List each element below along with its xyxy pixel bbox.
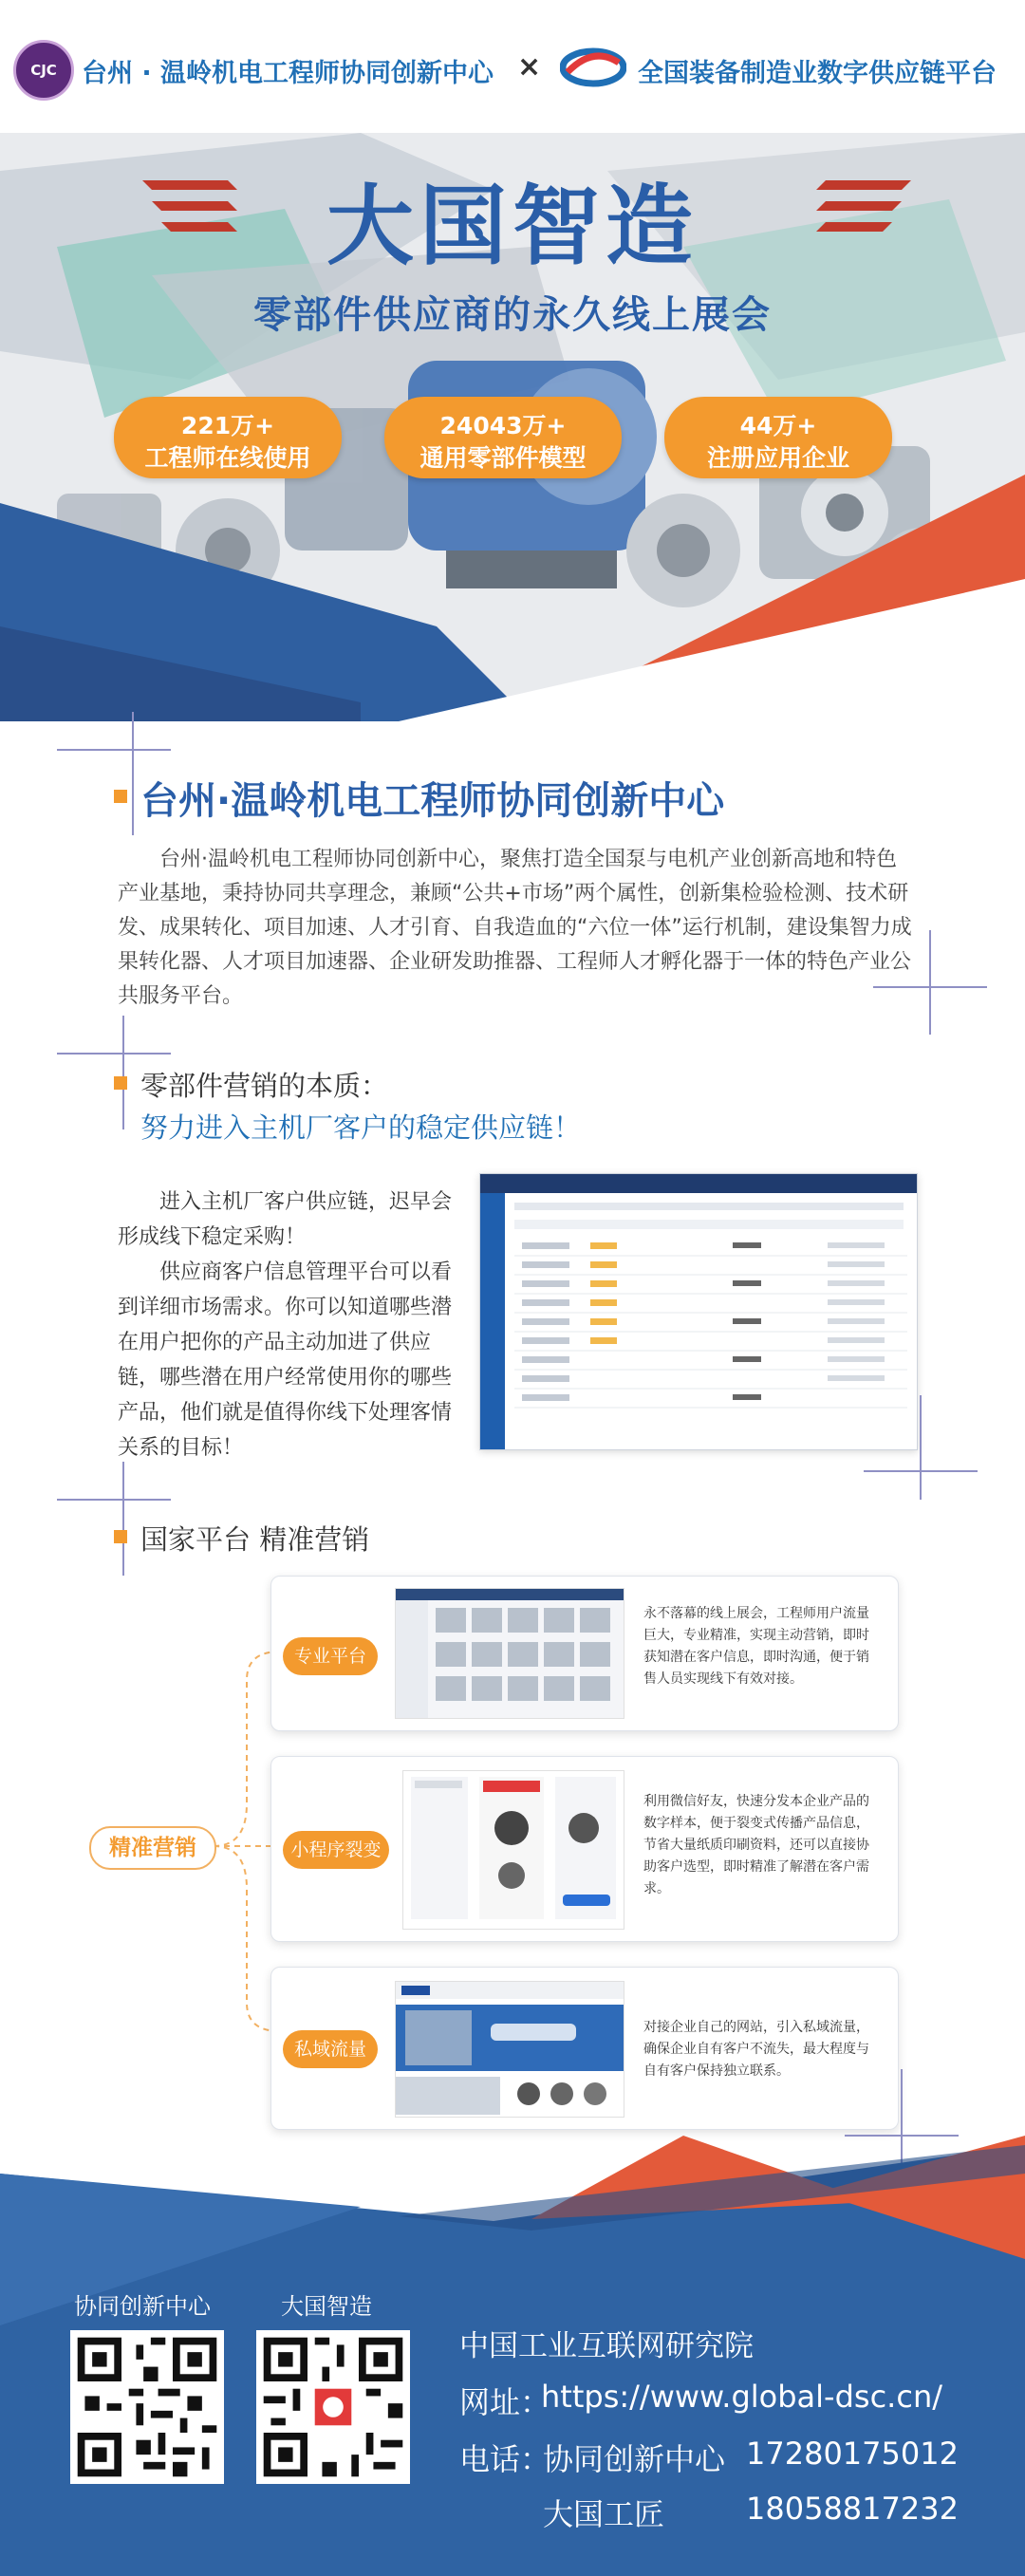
qr-code-great-manufacturing[interactable]: [256, 2330, 410, 2484]
stat-value: 221万+: [180, 412, 275, 439]
marketing-title-marker: [114, 1076, 127, 1090]
contact1-phone[interactable]: 17280175012: [746, 2436, 959, 2472]
stat-label: 工程师在线使用: [144, 444, 311, 472]
thumbnail-graphic: [396, 1982, 624, 2117]
feature-card-pro-platform: [270, 1576, 899, 1731]
contact2-name: 大国工匠: [543, 2496, 665, 2532]
stat-label: 通用零部件模型: [419, 444, 587, 472]
intro-body: 台州·温岭机电工程师协同创新中心，聚焦打造全国泵与电机产业创新高地和特色产业基地，秉持协同共享理念，兼顾“公共+市场”两个属性，创新集检验检测、技术研发、成果转化、项目加速、人才引育、自我造血的“六位一体”运行机制，建设集智力成果转化器、人才项目加速器、企业研发助推器、工程师人才孵化器于一体的特色产业公共服务平台。: [118, 848, 912, 1008]
website-label: 网址：: [459, 2384, 551, 2420]
right-org-name: 全国装备制造业数字供应链平台: [638, 59, 997, 88]
header-bar: [0, 0, 1025, 133]
institute-name: 中国工业互联网研究院: [459, 2329, 754, 2363]
stat-value: 44万+: [739, 412, 817, 439]
hero-subtitle: 零部件供应商的永久线上展会: [253, 293, 772, 337]
hero-title: 大国智造: [326, 176, 699, 277]
card-description: 永不落幕的线上展会，工程师用户流量巨大，专业精准，实现主动营销，即时获知潜在客户信息，即时沟通，便于销售人员实现线下有效对接。: [643, 1606, 869, 1687]
card-tag: 专业平台: [283, 1637, 378, 1675]
intro-title-marker: [114, 790, 127, 803]
card-thumbnail-mini-program: [402, 1770, 624, 1930]
stat-pill-companies: [664, 397, 892, 478]
stat-pill-engineers: [114, 397, 342, 478]
thumbnail-graphic: [396, 1589, 624, 1718]
qr-code-graphic: [70, 2330, 224, 2484]
card-description: 利用微信好友，快速分发本企业产品的数字样本，便于裂变式传播产品信息，节省大量纸质印刷资料，还可以直接协助客户选型，即时精准了解潜在客户需求。: [643, 1794, 869, 1896]
center-tag-precision-marketing: 精准营销: [89, 1826, 216, 1870]
crosshair-decoration: [873, 930, 987, 1035]
phone-label: 电话：: [459, 2441, 551, 2477]
card-description: 对接企业自己的网站，引入私域流量，确保企业自有客户不流失，最大程度与自有客户保持独立联系。: [643, 2020, 869, 2079]
stat-pill-models: [384, 397, 622, 478]
card-thumbnail-pro-platform: [395, 1588, 624, 1719]
qr1-label: 协同创新中心: [74, 2293, 211, 2320]
feature-card-mini-program: [270, 1756, 899, 1942]
card-thumbnail-private-traffic: [395, 1981, 624, 2118]
left-org-name: 台州 · 温岭机电工程师协同创新中心: [82, 59, 494, 88]
org-logo: [13, 40, 74, 101]
card-tag: 私域流量: [283, 2030, 378, 2068]
contact1-name: 协同创新中心: [543, 2441, 726, 2477]
stat-value: 24043万+: [439, 412, 567, 439]
qr-code-graphic: [256, 2330, 410, 2484]
stat-label: 注册应用企业: [706, 444, 849, 472]
thumbnail-graphic: [403, 1771, 624, 1929]
qr2-label: 大国智造: [281, 2293, 372, 2320]
platform-logo: [560, 46, 626, 89]
platform-logo-icon: [560, 46, 626, 89]
marketing-title-line1: 零部件营销的本质：: [140, 1070, 389, 1102]
crosshair-decoration: [864, 1395, 978, 1500]
marketing-title-line2: 努力进入主机厂客户的稳定供应链！: [140, 1111, 582, 1144]
cross-symbol: ×: [517, 50, 542, 84]
supplier-platform-screenshot: [479, 1173, 918, 1450]
intro-title: 台州·温岭机电工程师协同创新中心: [140, 779, 725, 823]
qr-code-innovation-center[interactable]: [70, 2330, 224, 2484]
card-tag: 小程序裂变: [283, 1831, 389, 1869]
platform-table-lines: [514, 1237, 907, 1436]
national-title-marker: [114, 1530, 127, 1543]
org-logo-badge: CJC: [30, 62, 57, 79]
website-link[interactable]: https://www.global-dsc.cn/: [541, 2379, 942, 2415]
feature-card-private-traffic: [270, 1967, 899, 2130]
contact2-phone[interactable]: 18058817232: [746, 2491, 959, 2527]
marketing-para1: 进入主机厂客户供应链，迟早会形成线下稳定采购！: [118, 1190, 453, 1249]
marketing-para2: 供应商客户信息管理平台可以看到详细市场需求。你可以知道哪些潜在用户把你的产品主动加进了供应链，哪些潜在用户经常使用你的哪些产品，他们就是值得你线下处理客情关系的目标！: [118, 1260, 453, 1460]
national-title: 国家平台 精准营销: [140, 1523, 370, 1556]
